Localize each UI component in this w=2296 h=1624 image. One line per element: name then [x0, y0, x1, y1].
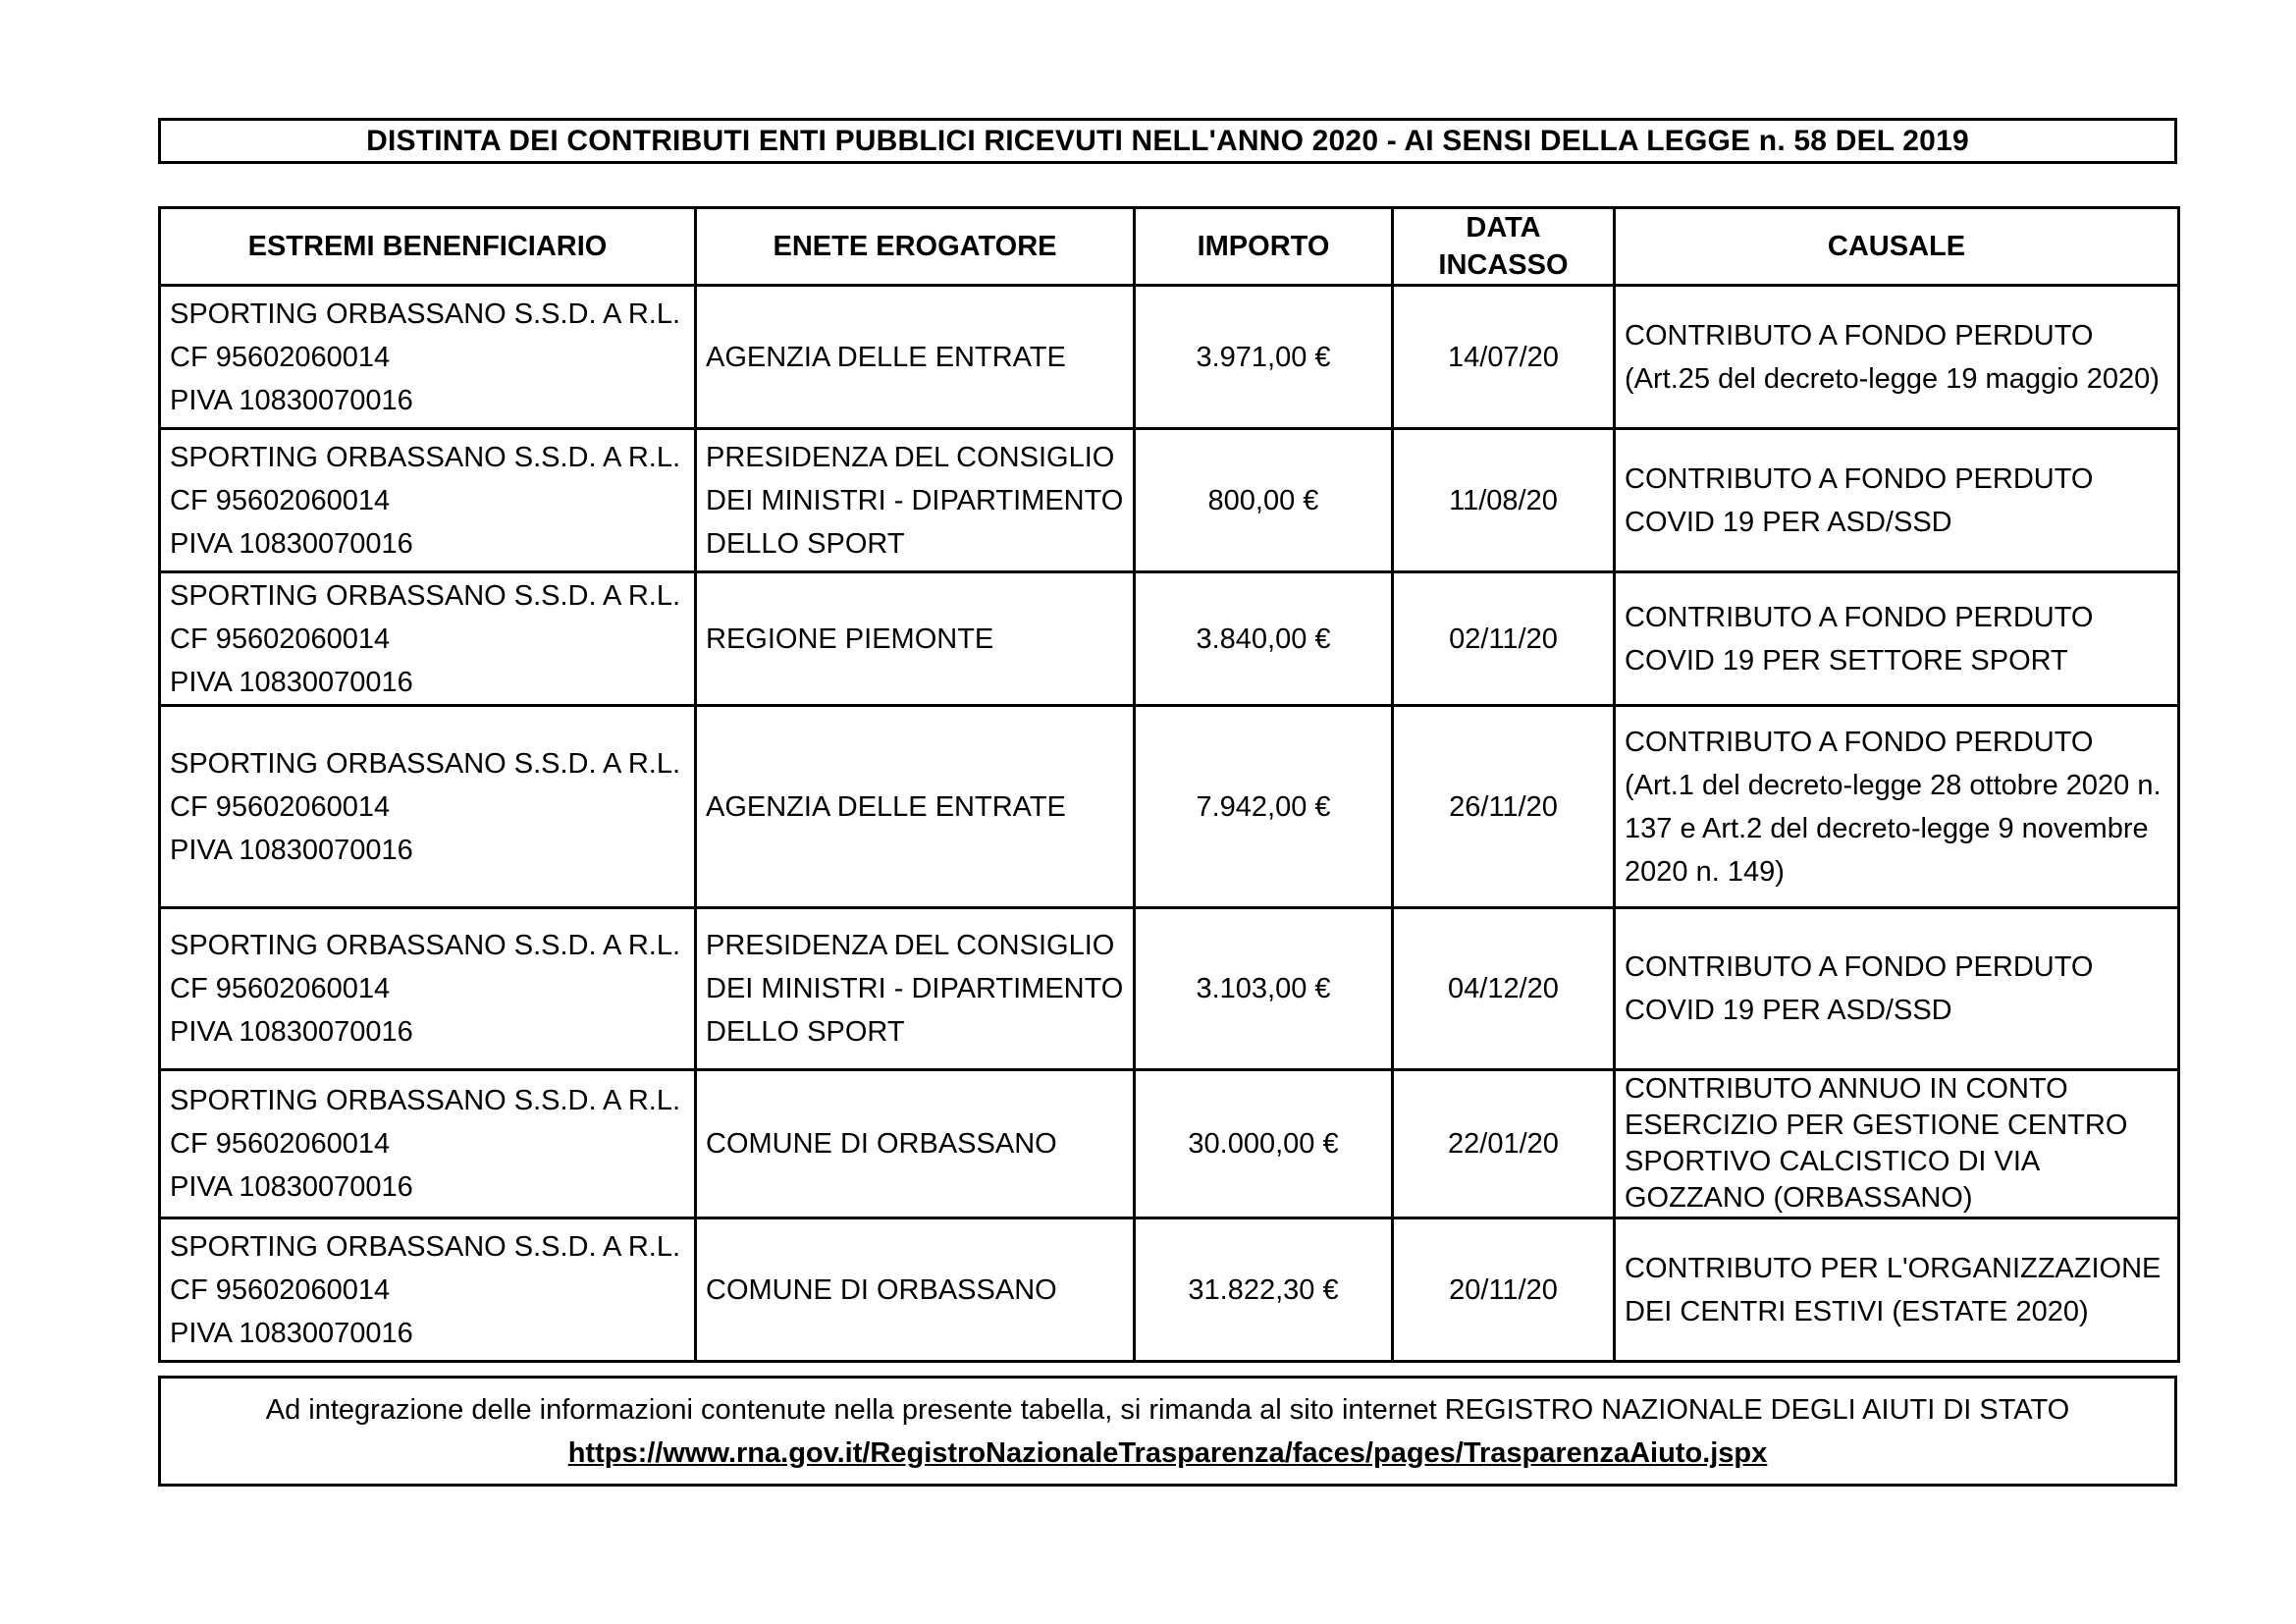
- table-row: [160, 706, 2179, 908]
- beneficiary-cf: CF 95602060014: [170, 790, 391, 823]
- beneficiary-cf: CF 95602060014: [170, 1128, 391, 1160]
- beneficiary-piva: PIVA 10830070016: [170, 1171, 413, 1203]
- beneficiary-cell: [160, 286, 696, 429]
- amount-cell: 31.822,30 €: [1135, 1218, 1393, 1362]
- beneficiary-cell: [160, 1070, 696, 1218]
- contributions-table: [158, 206, 2180, 1363]
- table-row: [160, 572, 2179, 706]
- beneficiary-name: SPORTING ORBASSANO S.S.D. A R.L.: [170, 747, 681, 780]
- header-beneficiary: ESTREMI BENENFICIARIO: [160, 208, 696, 286]
- table-header-row: [160, 208, 2179, 286]
- beneficiary-cf: CF 95602060014: [170, 341, 391, 373]
- amount-cell: 3.971,00 €: [1135, 286, 1393, 429]
- reason-text: CONTRIBUTO ANNUO IN CONTO ESERCIZIO PER GESTIONE CENTRO SPORTIVO CALCISTICO DI VIA GOZZANO (ORBASSANO): [1625, 1073, 2128, 1214]
- registry-link[interactable]: https://www.rna.gov.it/RegistroNazionaleTrasparenza/faces/pages/TrasparenzaAiuto.jspx: [567, 1437, 1768, 1469]
- reason-cell: [1615, 1070, 2179, 1218]
- beneficiary-name: SPORTING ORBASSANO S.S.D. A R.L.: [170, 441, 681, 473]
- entity-text: PRESIDENZA DEL CONSIGLIO DEI MINISTRI - DIPARTIMENTO DELLO SPORT: [706, 441, 1124, 560]
- amount-cell: 3.840,00 €: [1135, 572, 1393, 706]
- entity-cell: [696, 706, 1135, 908]
- table-row: [160, 429, 2179, 572]
- beneficiary-piva: PIVA 10830070016: [170, 834, 413, 866]
- entity-text: AGENZIA DELLE ENTRATE: [706, 341, 1066, 373]
- reason-text: CONTRIBUTO A FONDO PERDUTO (Art.25 del decreto-legge 19 maggio 2020): [1625, 319, 2160, 395]
- table-row: [160, 908, 2179, 1070]
- beneficiary-piva: PIVA 10830070016: [170, 1317, 413, 1349]
- beneficiary-cell: [160, 572, 696, 706]
- entity-cell: [696, 908, 1135, 1070]
- entity-text: COMUNE DI ORBASSANO: [706, 1128, 1057, 1160]
- header-reason: CAUSALE: [1615, 208, 2179, 286]
- date-cell: 26/11/20: [1393, 706, 1615, 908]
- beneficiary-cf: CF 95602060014: [170, 973, 391, 1004]
- entity-cell: [696, 429, 1135, 572]
- header-date: DATA INCASSO: [1393, 208, 1615, 286]
- date-cell: 02/11/20: [1393, 572, 1615, 706]
- entity-text: REGIONE PIEMONTE: [706, 623, 994, 655]
- beneficiary-name: SPORTING ORBASSANO S.S.D. A R.L.: [170, 1230, 681, 1263]
- reason-cell: [1615, 429, 2179, 572]
- date-cell: 14/07/20: [1393, 286, 1615, 429]
- entity-text: COMUNE DI ORBASSANO: [706, 1273, 1057, 1306]
- table-row: [160, 1218, 2179, 1362]
- beneficiary-piva: PIVA 10830070016: [170, 527, 413, 560]
- date-cell: 20/11/20: [1393, 1218, 1615, 1362]
- beneficiary-piva: PIVA 10830070016: [170, 666, 413, 698]
- entity-cell: [696, 1218, 1135, 1362]
- header-amount: IMPORTO: [1135, 208, 1393, 286]
- reason-cell: [1615, 572, 2179, 706]
- note-text: Ad integrazione delle informazioni contenute nella presente tabella, si rimanda al sito internet REGISTRO NAZIONALE DEGLI AIUTI DI STATO: [265, 1394, 2070, 1426]
- entity-cell: [696, 286, 1135, 429]
- beneficiary-cell: [160, 429, 696, 572]
- date-cell: 11/08/20: [1393, 429, 1615, 572]
- beneficiary-cf: CF 95602060014: [170, 1273, 391, 1306]
- beneficiary-cell: [160, 1218, 696, 1362]
- amount-cell: 800,00 €: [1135, 429, 1393, 572]
- reason-text: CONTRIBUTO PER L'ORGANIZZAZIONE DEI CENTRI ESTIVI (ESTATE 2020): [1625, 1252, 2162, 1327]
- header-entity: ENETE EROGATORE: [696, 208, 1135, 286]
- amount-cell: 7.942,00 €: [1135, 706, 1393, 908]
- reason-cell: [1615, 706, 2179, 908]
- entity-text: AGENZIA DELLE ENTRATE: [706, 790, 1066, 823]
- reason-cell: [1615, 908, 2179, 1070]
- beneficiary-piva: PIVA 10830070016: [170, 1016, 413, 1048]
- entity-cell: [696, 1070, 1135, 1218]
- beneficiary-name: SPORTING ORBASSANO S.S.D. A R.L.: [170, 298, 681, 330]
- reason-text: CONTRIBUTO A FONDO PERDUTO COVID 19 PER SETTORE SPORT: [1625, 601, 2094, 677]
- beneficiary-cf: CF 95602060014: [170, 623, 391, 655]
- beneficiary-name: SPORTING ORBASSANO S.S.D. A R.L.: [170, 579, 681, 612]
- beneficiary-name: SPORTING ORBASSANO S.S.D. A R.L.: [170, 930, 681, 961]
- reason-cell: [1615, 286, 2179, 429]
- note-box: [158, 1376, 2177, 1487]
- beneficiary-cell: [160, 908, 696, 1070]
- amount-cell: 3.103,00 €: [1135, 908, 1393, 1070]
- beneficiary-cell: [160, 706, 696, 908]
- reason-text: CONTRIBUTO A FONDO PERDUTO (Art.1 del decreto-legge 28 ottobre 2020 n. 137 e Art.2 del decreto-legge 9 novembre 2020 n. 149): [1625, 726, 2162, 888]
- reason-text: CONTRIBUTO A FONDO PERDUTO COVID 19 PER ASD/SSD: [1625, 951, 2094, 1026]
- entity-cell: [696, 572, 1135, 706]
- date-cell: 22/01/20: [1393, 1070, 1615, 1218]
- beneficiary-name: SPORTING ORBASSANO S.S.D. A R.L.: [170, 1085, 681, 1116]
- entity-text: PRESIDENZA DEL CONSIGLIO DEI MINISTRI - DIPARTIMENTO DELLO SPORT: [706, 930, 1124, 1048]
- table-row: [160, 1070, 2179, 1218]
- beneficiary-cf: CF 95602060014: [170, 484, 391, 516]
- date-cell: 04/12/20: [1393, 908, 1615, 1070]
- table-row: [160, 286, 2179, 429]
- reason-text: CONTRIBUTO A FONDO PERDUTO COVID 19 PER ASD/SSD: [1625, 462, 2094, 538]
- reason-cell: [1615, 1218, 2179, 1362]
- amount-cell: 30.000,00 €: [1135, 1070, 1393, 1218]
- beneficiary-piva: PIVA 10830070016: [170, 384, 413, 416]
- document-title: DISTINTA DEI CONTRIBUTI ENTI PUBBLICI RICEVUTI NELL'ANNO 2020 - AI SENSI DELLA LEGGE n. 58 DEL 2019: [158, 118, 2177, 164]
